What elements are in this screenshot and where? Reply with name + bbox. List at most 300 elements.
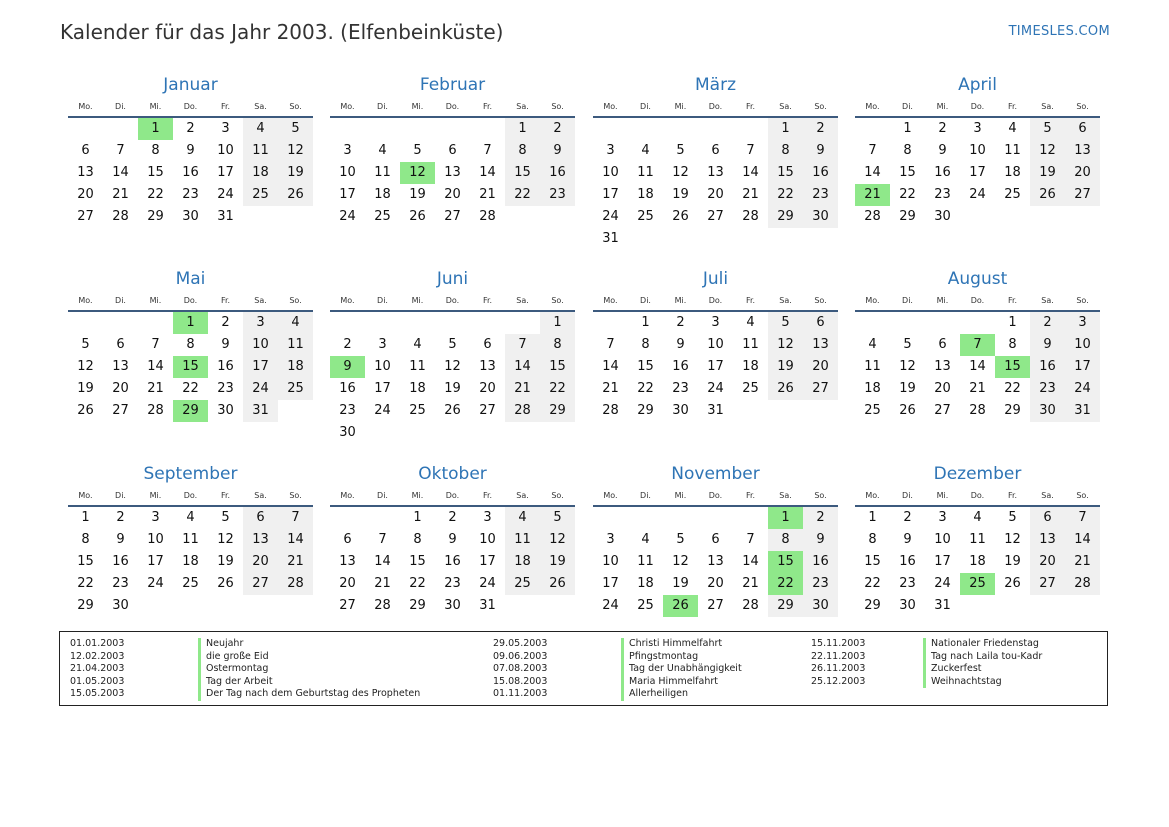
day-cell: 11 (969, 532, 986, 547)
day-cell: 25 (182, 576, 199, 591)
day-cell: 8 (505, 140, 540, 162)
weekday-label: Fr. (1007, 296, 1018, 305)
month-11 (593, 462, 838, 617)
day-cell: 19 (768, 356, 803, 378)
day-cell: 14 (742, 165, 759, 180)
day-cell: 4 (505, 507, 540, 529)
day-cell: 4 (1008, 121, 1017, 136)
day-cell: 15 (409, 554, 426, 569)
day-cell: 6 (938, 337, 947, 352)
weekday-label: Di. (640, 102, 651, 111)
day-cell: 3 (378, 337, 387, 352)
month-name: März (695, 75, 736, 95)
holiday-date: 22.11.2003 (811, 650, 866, 662)
weekday-label: Fr. (220, 102, 231, 111)
weekday-label: Sa. (779, 102, 792, 111)
day-grid (593, 312, 838, 422)
day-cell: 13 (707, 165, 724, 180)
holiday-name: Maria Himmelfahrt (621, 676, 718, 689)
day-cell: 12 (1030, 140, 1065, 162)
month-12 (855, 462, 1100, 617)
day-cell: 25 (1004, 187, 1021, 202)
day-cell: 1 (505, 118, 540, 140)
day-cell: 28 (479, 209, 496, 224)
day-cell: 2 (343, 337, 352, 352)
day-cell: 10 (147, 532, 164, 547)
month-9 (68, 462, 313, 617)
day-cell: 17 (374, 381, 391, 396)
day-cell: 28 (112, 209, 129, 224)
month-name: April (958, 75, 997, 95)
weekday-label: Mo. (340, 102, 355, 111)
weekday-label: Fr. (220, 296, 231, 305)
day-cell: 13 (77, 165, 94, 180)
weekday-label: Fr. (1007, 102, 1018, 111)
day-cell: 3 (483, 510, 492, 525)
day-cell: 16 (934, 165, 951, 180)
day-cell: 4 (413, 337, 422, 352)
day-cell: 3 (711, 315, 720, 330)
day-cell: 5 (903, 337, 912, 352)
month-name: November (671, 464, 760, 484)
month-name: Mai (175, 269, 206, 289)
legend-row (70, 688, 420, 701)
day-cell: 26 (217, 576, 234, 591)
holiday-date: 26.11.2003 (811, 663, 866, 674)
holiday-name: Weihnachtstag (923, 676, 1002, 689)
day-cell: 26 (540, 573, 575, 595)
legend-row (811, 663, 1042, 676)
weekday-label: Di. (115, 102, 126, 111)
day-cell: 19 (1004, 554, 1021, 569)
day-cell: 27 (112, 403, 129, 418)
month-3 (593, 73, 838, 250)
day-cell: 5 (1030, 118, 1065, 140)
day-cell: 28 (278, 573, 313, 595)
month-4 (855, 73, 1100, 228)
weekday-label: So. (814, 491, 827, 500)
day-cell: 28 (602, 403, 619, 418)
day-cell: 16 (899, 554, 916, 569)
weekday-label: Do. (708, 102, 723, 111)
day-cell: 18 (864, 381, 881, 396)
day-cell: 30 (339, 425, 356, 440)
weekday-label: Do. (970, 296, 985, 305)
weekday-label: Mo. (78, 491, 93, 500)
legend-row (493, 688, 742, 701)
weekday-label: So. (289, 296, 302, 305)
weekday-label: Mi. (411, 491, 424, 500)
holiday-date: 21.04.2003 (70, 663, 125, 674)
weekday-label: Do. (183, 102, 198, 111)
day-cell: 1 (768, 118, 803, 140)
day-cell: 20 (707, 576, 724, 591)
weekday-label: Mi. (149, 102, 162, 111)
holiday-date: 15.05.2003 (70, 688, 125, 699)
holiday-name: Neujahr (198, 638, 243, 651)
day-cell: 21 (742, 576, 759, 591)
day-cell: 22 (768, 184, 803, 206)
holiday-day: 1 (138, 118, 173, 140)
day-cell: 10 (479, 532, 496, 547)
day-grid (330, 312, 575, 444)
day-cell: 6 (1030, 507, 1065, 529)
day-cell: 9 (221, 337, 230, 352)
day-grid (68, 118, 313, 228)
day-cell: 20 (803, 356, 838, 378)
day-cell: 1 (413, 510, 422, 525)
day-cell: 14 (479, 165, 496, 180)
holiday-date: 25.12.2003 (811, 675, 866, 687)
day-cell: 5 (278, 118, 313, 140)
day-cell: 8 (540, 334, 575, 356)
day-cell: 25 (409, 403, 426, 418)
day-cell: 30 (803, 595, 838, 617)
weekday-label: Do. (445, 102, 460, 111)
day-cell: 20 (479, 381, 496, 396)
day-cell: 17 (243, 356, 278, 378)
day-cell: 13 (339, 554, 356, 569)
day-cell: 19 (444, 381, 461, 396)
weekday-label: Sa. (1041, 491, 1054, 500)
day-cell: 5 (448, 337, 457, 352)
day-cell: 2 (903, 510, 912, 525)
weekday-label: Do. (445, 491, 460, 500)
weekday-header (855, 292, 1100, 310)
weekday-label: Fr. (220, 491, 231, 500)
site-link[interactable]: TIMESLES.COM (1008, 24, 1110, 39)
weekday-label: Mi. (149, 491, 162, 500)
weekday-label: Mo. (865, 296, 880, 305)
day-cell: 21 (602, 381, 619, 396)
day-cell: 5 (768, 312, 803, 334)
day-cell: 31 (217, 209, 234, 224)
holiday-date: 15.08.2003 (493, 675, 548, 687)
day-cell: 24 (479, 576, 496, 591)
day-cell: 25 (243, 184, 278, 206)
weekday-header (593, 98, 838, 116)
day-cell: 21 (479, 187, 496, 202)
day-cell: 27 (1030, 573, 1065, 595)
weekday-label: So. (1076, 491, 1089, 500)
day-cell: 2 (116, 510, 125, 525)
weekday-label: So. (289, 102, 302, 111)
weekday-label: So. (551, 296, 564, 305)
day-cell: 2 (448, 510, 457, 525)
day-cell: 15 (864, 554, 881, 569)
day-cell: 12 (899, 359, 916, 374)
day-cell: 19 (899, 381, 916, 396)
day-cell: 12 (444, 359, 461, 374)
day-cell: 23 (934, 187, 951, 202)
day-cell: 7 (746, 532, 755, 547)
day-cell: 18 (374, 187, 391, 202)
holiday-day: 1 (173, 312, 208, 334)
day-cell: 22 (505, 184, 540, 206)
day-cell: 23 (339, 403, 356, 418)
day-grid (330, 507, 575, 617)
day-cell: 20 (112, 381, 129, 396)
day-cell: 24 (602, 209, 619, 224)
weekday-label: Fr. (482, 491, 493, 500)
weekday-label: Mi. (936, 102, 949, 111)
day-cell: 25 (374, 209, 391, 224)
weekday-label: Mi. (674, 491, 687, 500)
day-cell: 14 (742, 554, 759, 569)
day-cell: 10 (602, 554, 619, 569)
day-cell: 23 (112, 576, 129, 591)
holiday-date: 01.05.2003 (70, 675, 125, 687)
weekday-label: Mi. (149, 296, 162, 305)
day-cell: 31 (602, 231, 619, 246)
weekday-label: Do. (970, 102, 985, 111)
day-cell: 18 (409, 381, 426, 396)
day-cell: 2 (221, 315, 230, 330)
day-cell: 4 (243, 118, 278, 140)
day-cell: 16 (1030, 356, 1065, 378)
day-cell: 20 (339, 576, 356, 591)
weekday-header (330, 98, 575, 116)
day-cell: 6 (711, 532, 720, 547)
day-cell: 24 (147, 576, 164, 591)
day-cell: 22 (899, 187, 916, 202)
day-cell: 15 (505, 162, 540, 184)
day-cell: 10 (934, 532, 951, 547)
day-cell: 16 (540, 162, 575, 184)
day-cell: 9 (903, 532, 912, 547)
holiday-name: Tag der Arbeit (198, 676, 273, 689)
legend-row (493, 663, 742, 676)
month-name: Dezember (933, 464, 1022, 484)
day-cell: 10 (217, 143, 234, 158)
day-cell: 2 (186, 121, 195, 136)
day-cell: 7 (151, 337, 160, 352)
weekday-header (593, 292, 838, 310)
weekday-label: Sa. (516, 296, 529, 305)
weekday-label: Mo. (340, 296, 355, 305)
weekday-label: Mi. (936, 491, 949, 500)
day-cell: 21 (278, 551, 313, 573)
day-cell: 30 (934, 209, 951, 224)
day-cell: 22 (77, 576, 94, 591)
day-cell: 18 (278, 356, 313, 378)
day-cell: 20 (444, 187, 461, 202)
holiday-name: Ostermontag (198, 663, 268, 676)
day-cell: 1 (641, 315, 650, 330)
day-cell: 3 (221, 121, 230, 136)
day-cell: 17 (934, 554, 951, 569)
day-cell: 20 (243, 551, 278, 573)
day-cell: 26 (672, 209, 689, 224)
day-cell: 25 (505, 573, 540, 595)
day-grid (68, 507, 313, 617)
day-cell: 2 (803, 507, 838, 529)
day-cell: 8 (641, 337, 650, 352)
day-cell: 17 (479, 554, 496, 569)
weekday-label: Sa. (254, 491, 267, 500)
month-8 (855, 267, 1100, 422)
weekday-label: Do. (708, 296, 723, 305)
day-cell: 26 (77, 403, 94, 418)
day-cell: 15 (637, 359, 654, 374)
day-cell: 30 (444, 598, 461, 613)
day-cell: 10 (374, 359, 391, 374)
day-cell: 26 (409, 209, 426, 224)
weekday-label: Di. (377, 102, 388, 111)
day-cell: 25 (864, 403, 881, 418)
day-cell: 5 (676, 532, 685, 547)
day-cell: 28 (969, 403, 986, 418)
weekday-label: Di. (115, 296, 126, 305)
day-cell: 12 (540, 529, 575, 551)
day-cell: 15 (147, 165, 164, 180)
day-cell: 7 (278, 507, 313, 529)
weekday-label: So. (1076, 102, 1089, 111)
day-cell: 16 (803, 551, 838, 573)
holiday-date: 01.11.2003 (493, 688, 548, 699)
day-cell: 19 (217, 554, 234, 569)
day-cell: 1 (540, 312, 575, 334)
day-cell: 24 (934, 576, 951, 591)
day-cell: 9 (676, 337, 685, 352)
weekday-label: Do. (708, 491, 723, 500)
day-cell: 14 (147, 359, 164, 374)
legend-row (493, 638, 742, 651)
weekday-header (68, 98, 313, 116)
holiday-legend (59, 631, 1108, 706)
day-grid (593, 507, 838, 617)
weekday-label: Di. (902, 296, 913, 305)
day-cell: 29 (77, 598, 94, 613)
day-cell: 29 (768, 206, 803, 228)
day-cell: 28 (742, 598, 759, 613)
weekday-label: Mo. (78, 102, 93, 111)
weekday-label: Sa. (516, 102, 529, 111)
day-cell: 14 (602, 359, 619, 374)
holiday-date: 07.08.2003 (493, 663, 548, 674)
day-cell: 23 (444, 576, 461, 591)
day-cell: 18 (182, 554, 199, 569)
day-cell: 5 (540, 507, 575, 529)
day-cell: 7 (746, 143, 755, 158)
day-cell: 17 (969, 165, 986, 180)
day-cell: 11 (182, 532, 199, 547)
day-cell: 21 (147, 381, 164, 396)
holiday-day: 29 (173, 400, 208, 422)
day-cell: 8 (768, 529, 803, 551)
day-cell: 7 (868, 143, 877, 158)
month-10 (330, 462, 575, 617)
holiday-day: 15 (995, 356, 1030, 378)
day-cell: 5 (676, 143, 685, 158)
day-cell: 11 (864, 359, 881, 374)
day-cell: 25 (278, 378, 313, 400)
holiday-day: 1 (768, 507, 803, 529)
weekday-label: Sa. (1041, 296, 1054, 305)
day-cell: 3 (343, 143, 352, 158)
legend-column (493, 638, 742, 701)
day-cell: 14 (1065, 529, 1100, 551)
day-cell: 16 (444, 554, 461, 569)
day-cell: 27 (707, 598, 724, 613)
day-cell: 24 (707, 381, 724, 396)
weekday-label: Fr. (745, 296, 756, 305)
day-cell: 8 (868, 532, 877, 547)
day-cell: 2 (676, 315, 685, 330)
day-cell: 10 (602, 165, 619, 180)
weekday-label: Do. (183, 491, 198, 500)
day-cell: 3 (973, 121, 982, 136)
weekday-label: Sa. (254, 102, 267, 111)
weekday-label: Mi. (411, 102, 424, 111)
weekday-label: Mi. (411, 296, 424, 305)
day-cell: 25 (637, 598, 654, 613)
month-name: Februar (419, 75, 486, 95)
weekday-label: Mi. (674, 102, 687, 111)
day-cell: 1 (868, 510, 877, 525)
holiday-name: Pfingstmontag (621, 651, 698, 664)
day-cell: 7 (378, 532, 387, 547)
day-cell: 26 (278, 184, 313, 206)
weekday-label: Fr. (745, 102, 756, 111)
day-cell: 23 (217, 381, 234, 396)
day-cell: 9 (448, 532, 457, 547)
holiday-name: die große Eid (198, 651, 269, 664)
day-cell: 14 (278, 529, 313, 551)
day-cell: 18 (1004, 165, 1021, 180)
month-6 (330, 267, 575, 444)
day-cell: 21 (969, 381, 986, 396)
day-cell: 6 (1065, 118, 1100, 140)
weekday-header (593, 487, 838, 505)
day-cell: 31 (479, 598, 496, 613)
day-cell: 3 (606, 532, 615, 547)
month-name: September (143, 464, 238, 484)
day-cell: 10 (243, 334, 278, 356)
day-cell: 29 (409, 598, 426, 613)
day-cell: 26 (1030, 184, 1065, 206)
day-cell: 3 (1065, 312, 1100, 334)
holiday-name: Allerheiligen (621, 688, 688, 701)
day-cell: 14 (969, 359, 986, 374)
day-cell: 31 (707, 403, 724, 418)
day-cell: 17 (707, 359, 724, 374)
weekday-label: Do. (183, 296, 198, 305)
day-cell: 13 (112, 359, 129, 374)
day-cell: 20 (1030, 551, 1065, 573)
day-cell: 16 (803, 162, 838, 184)
weekday-label: Sa. (779, 296, 792, 305)
day-cell: 23 (803, 573, 838, 595)
day-cell: 14 (112, 165, 129, 180)
weekday-header (68, 487, 313, 505)
day-cell: 22 (864, 576, 881, 591)
weekday-label: So. (1076, 296, 1089, 305)
day-cell: 19 (278, 162, 313, 184)
day-cell: 2 (540, 118, 575, 140)
day-cell: 28 (505, 400, 540, 422)
day-cell: 29 (864, 598, 881, 613)
day-cell: 28 (147, 403, 164, 418)
day-cell: 11 (243, 140, 278, 162)
day-cell: 5 (221, 510, 230, 525)
day-cell: 20 (707, 187, 724, 202)
day-cell: 17 (339, 187, 356, 202)
holiday-name: Der Tag nach dem Geburtstag des Propheten (198, 688, 420, 701)
day-cell: 27 (803, 378, 838, 400)
day-cell: 13 (934, 359, 951, 374)
day-cell: 24 (339, 209, 356, 224)
